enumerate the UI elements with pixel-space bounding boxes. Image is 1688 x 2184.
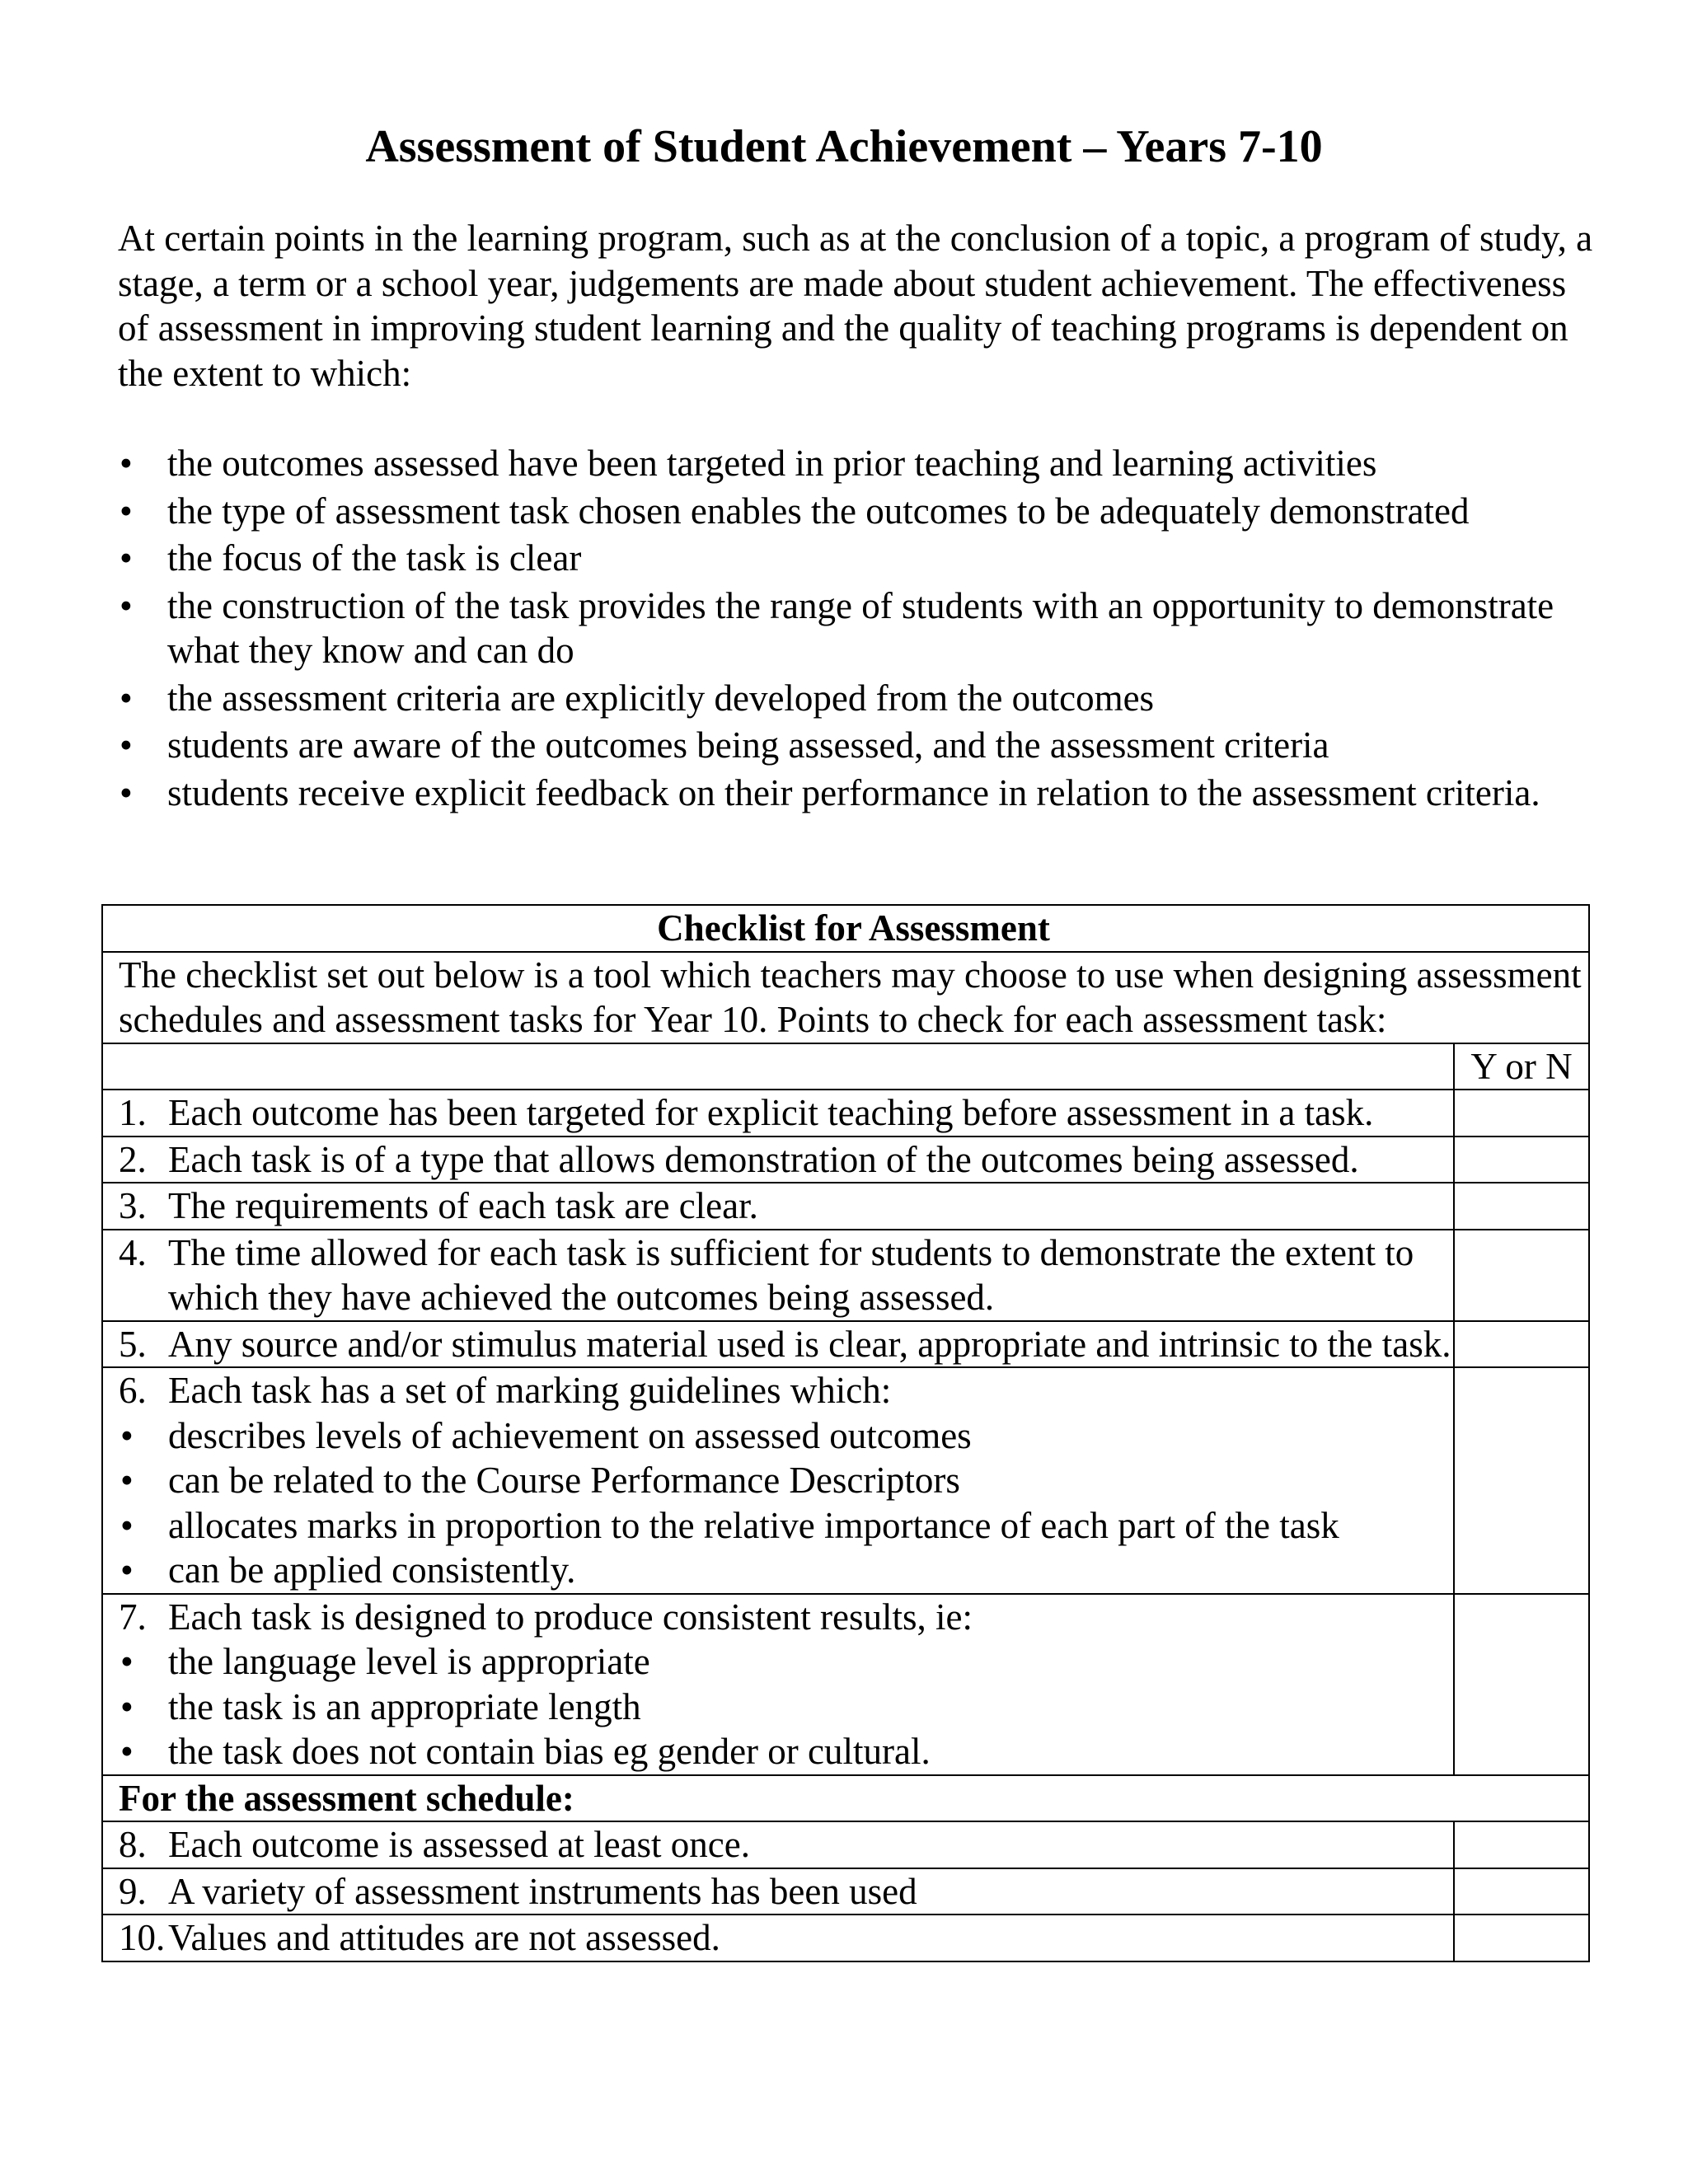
bullet-text: the outcomes assessed have been targeted in prior teaching and learning activities: [167, 443, 1377, 484]
yn-column-header: Y or N: [1454, 1043, 1589, 1090]
bullet-icon: •: [120, 1504, 134, 1546]
item-number: 10.: [119, 1917, 166, 1958]
yn-answer-cell[interactable]: [1454, 1821, 1589, 1868]
item-text: Each outcome is assessed at least once.: [168, 1824, 751, 1865]
bullet-icon: •: [120, 1460, 134, 1501]
checklist-item: [102, 1594, 1454, 1775]
yn-answer-cell[interactable]: [1454, 1367, 1589, 1594]
bullet-icon: •: [120, 1641, 134, 1682]
item-text: The time allowed for each task is sufficient for students to demonstrate the extent to which they have achieved the outcomes being assessed.: [168, 1231, 1414, 1318]
checklist-item: [102, 1183, 1454, 1230]
table-row: [102, 1137, 1589, 1183]
table-row: [102, 1821, 1589, 1868]
list-item: [118, 771, 1593, 816]
yn-answer-cell[interactable]: [1454, 1090, 1589, 1137]
table-row: [102, 1183, 1589, 1230]
table-row: [102, 905, 1589, 952]
sub-item-text: allocates marks in proportion to the relative importance of each part of the task: [168, 1504, 1339, 1546]
list-item: [118, 676, 1593, 721]
sub-item-text: can be applied consistently.: [168, 1549, 576, 1591]
yn-answer-cell[interactable]: [1454, 1137, 1589, 1183]
bullet-icon: •: [120, 443, 133, 484]
item-text: Each task has a set of marking guidelines which:: [168, 1370, 892, 1411]
checklist-item: [102, 1821, 1454, 1868]
item-text: A variety of assessment instruments has been used: [168, 1870, 917, 1912]
checklist-heading: Checklist for Assessment: [102, 905, 1589, 952]
bullet-text: students are aware of the outcomes being assessed, and the assessment criteria: [167, 724, 1329, 766]
page-title: Assessment of Student Achievement – Years 7-10: [365, 121, 1323, 172]
item-text: Values and attitudes are not assessed.: [168, 1917, 720, 1958]
bullet-icon: •: [120, 1549, 134, 1591]
bullet-icon: •: [120, 1685, 134, 1727]
item-number: 7.: [119, 1596, 147, 1638]
item-number: 1.: [119, 1092, 147, 1133]
intro-paragraph: At certain points in the learning program, such as at the conclusion of a topic, a program of study, a stage, a term or a school year, judgements are made about student achievement. The effectiveness of assessment in improving student learning and the quality of teaching programs is dependent on the extent to which:: [118, 218, 1593, 394]
checklist-item: [102, 1915, 1454, 1961]
sub-item-text: the language level is appropriate: [168, 1641, 650, 1682]
item-number: 9.: [119, 1870, 147, 1912]
table-row: [102, 1230, 1589, 1321]
yn-answer-cell[interactable]: [1454, 1868, 1589, 1915]
yn-answer-cell[interactable]: [1454, 1321, 1589, 1368]
item-number: 2.: [119, 1138, 147, 1180]
checklist-item: [102, 1137, 1454, 1183]
list-item: [118, 489, 1593, 534]
checklist-item: [102, 1230, 1454, 1321]
table-row: [102, 1043, 1589, 1090]
schedule-heading: For the assessment schedule:: [102, 1775, 1589, 1822]
sub-item-text: can be related to the Course Performance Descriptors: [168, 1460, 960, 1501]
bullet-icon: •: [120, 490, 133, 532]
checklist-table: [101, 904, 1590, 1962]
yn-answer-cell[interactable]: [1454, 1594, 1589, 1775]
item-number: 3.: [119, 1185, 147, 1226]
list-item: [118, 536, 1593, 581]
list-item: [118, 723, 1593, 768]
checklist-item: [102, 1090, 1454, 1137]
table-row: [102, 1915, 1589, 1961]
item-text: Each outcome has been targeted for explicit teaching before assessment in a task.: [168, 1092, 1374, 1133]
item-text: Any source and/or stimulus material used is clear, appropriate and intrinsic to the task.: [168, 1323, 1451, 1365]
bullet-text: students receive explicit feedback on their performance in relation to the assessment criteria.: [167, 771, 1540, 813]
bullet-icon: •: [120, 724, 133, 766]
header-empty-cell: [102, 1043, 1454, 1090]
table-row: [102, 1090, 1589, 1137]
item-number: 8.: [119, 1824, 147, 1865]
bullet-icon: •: [120, 1414, 134, 1456]
checklist-item: [102, 1868, 1454, 1915]
item-number: 4.: [119, 1231, 147, 1273]
item-number: 6.: [119, 1370, 147, 1411]
yn-answer-cell[interactable]: [1454, 1230, 1589, 1321]
checklist-item: [102, 1367, 1454, 1594]
bullet-icon: •: [120, 584, 133, 626]
checklist-description: The checklist set out below is a tool which teachers may choose to use when designing assessment schedules and assessment tasks for Year 10. Points to check for each assessment task:: [102, 952, 1589, 1043]
table-row: [102, 1367, 1589, 1594]
sub-item-text: the task does not contain bias eg gender or cultural.: [168, 1731, 931, 1772]
sub-item-text: describes levels of achievement on assessed outcomes: [168, 1414, 972, 1456]
table-row: [102, 952, 1589, 1043]
bullet-text: the construction of the task provides the range of students with an opportunity to demonstrate what they know and can do: [167, 584, 1554, 671]
bullet-icon: •: [120, 771, 133, 813]
bullet-icon: •: [120, 1731, 134, 1772]
bullet-text: the assessment criteria are explicitly developed from the outcomes: [167, 677, 1155, 719]
sub-item-text: the task is an appropriate length: [168, 1685, 641, 1727]
table-row: [102, 1594, 1589, 1775]
yn-answer-cell[interactable]: [1454, 1915, 1589, 1961]
table-row: [102, 1775, 1589, 1822]
table-row: [102, 1321, 1589, 1368]
table-row: [102, 1868, 1589, 1915]
bullet-icon: •: [120, 537, 133, 579]
list-item: [118, 441, 1593, 486]
yn-answer-cell[interactable]: [1454, 1183, 1589, 1230]
item-text: Each task is of a type that allows demonstration of the outcomes being assessed.: [168, 1138, 1359, 1180]
bullet-text: the focus of the task is clear: [167, 537, 582, 579]
checklist-item: [102, 1321, 1454, 1368]
list-item: [118, 583, 1593, 673]
bullet-text: the type of assessment task chosen enables the outcomes to be adequately demonstrated: [167, 490, 1470, 532]
criteria-bullet-list: [118, 441, 1593, 818]
item-text: The requirements of each task are clear.: [168, 1185, 758, 1226]
bullet-icon: •: [120, 677, 133, 719]
item-number: 5.: [119, 1323, 147, 1365]
item-text: Each task is designed to produce consistent results, ie:: [168, 1596, 973, 1638]
